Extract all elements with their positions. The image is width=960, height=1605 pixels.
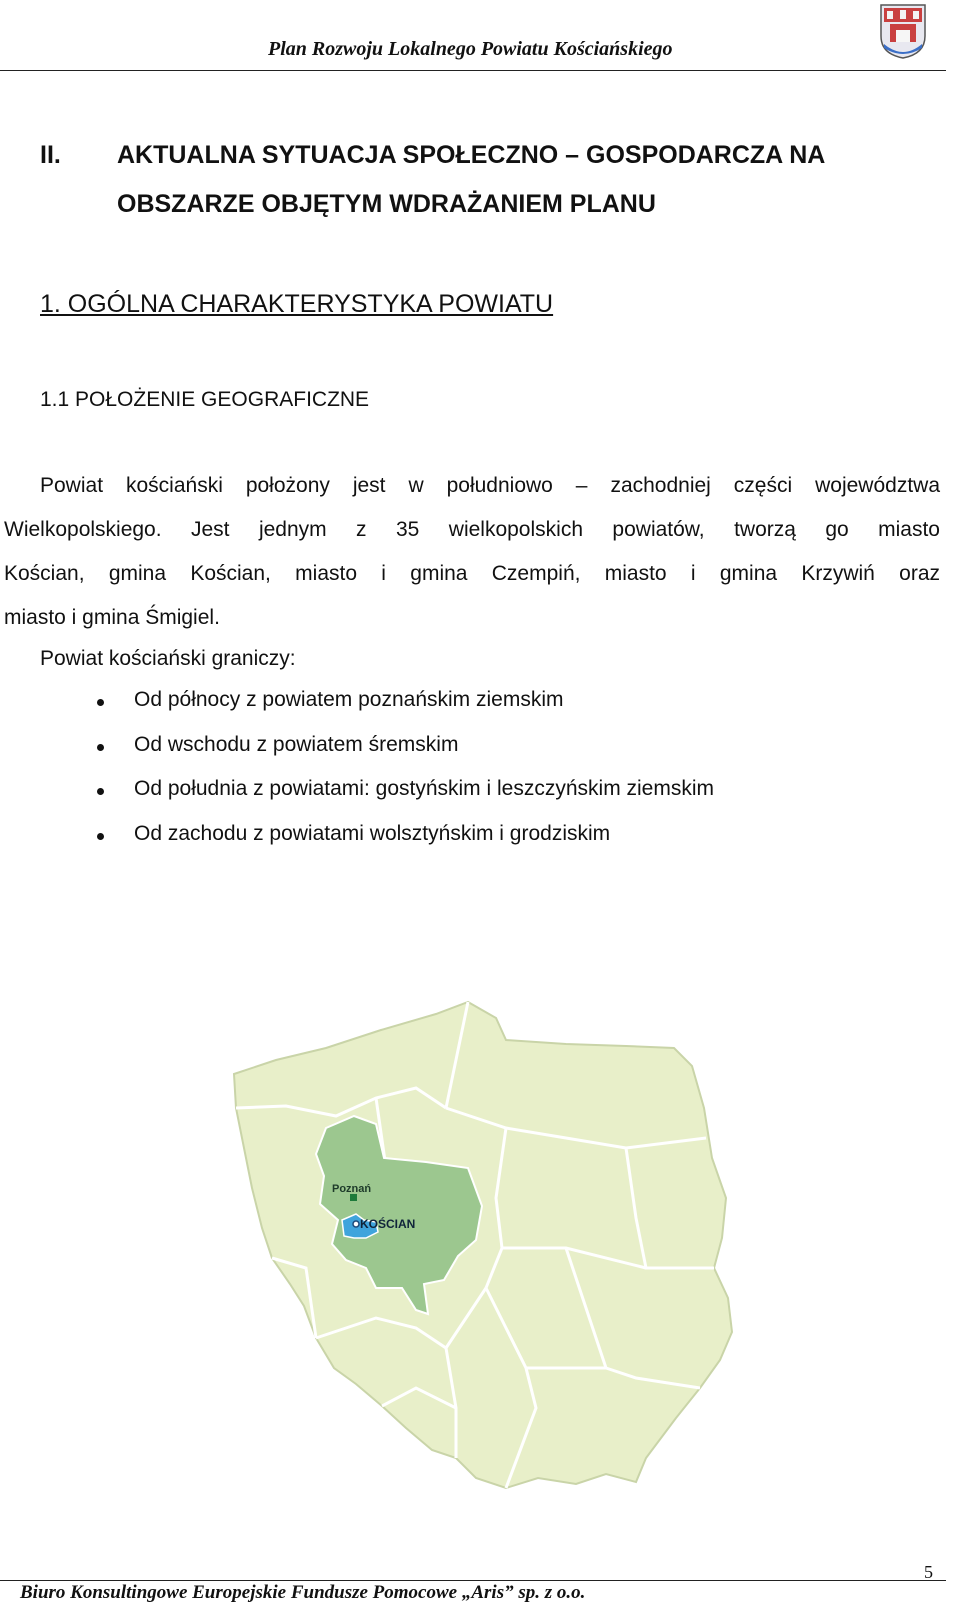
page-number: 5 <box>924 1562 933 1582</box>
koscian-label: KOŚCIAN <box>360 1217 416 1231</box>
list-item-text: Od wschodu z powiatem śremskim <box>134 733 459 756</box>
footer-text: Biuro Konsultingowe Europejskie Fundusze Pomocowe „Aris” sp. z o.o. <box>20 1582 586 1603</box>
section-title-line2: OBSZARZE OBJĘTYM WDRAŻANIEM PLANU <box>117 190 656 218</box>
paragraph-line: Powiat kościański położony jest w południowo – zachodniej części województwa <box>40 474 940 497</box>
paragraph-line: Wielkopolskiego. Jest jednym z 35 wielkopolskich powiatów, tworzą go miasto <box>4 518 940 541</box>
body-paragraph <box>4 464 940 640</box>
paragraph-line: miasto i gmina Śmigiel. <box>4 606 220 629</box>
header-rule <box>0 70 946 71</box>
section-number: II. <box>40 141 61 169</box>
list-item-text: Od południa z powiatami: gostyńskim i leszczyńskim ziemskim <box>134 777 715 800</box>
footer-rule <box>0 1580 946 1581</box>
coat-of-arms-icon <box>878 2 928 60</box>
list-item-text: Od północy z powiatem poznańskim ziemskim <box>134 688 564 711</box>
koscian-marker <box>353 1221 359 1227</box>
bullet-icon <box>97 833 104 840</box>
bullet-icon <box>97 744 104 751</box>
section-title-line1: AKTUALNA SYTUACJA SPOŁECZNO – GOSPODARCZA NA <box>117 141 826 169</box>
subsubsection-title: 1.1 POŁOŻENIE GEOGRAFICZNE <box>40 388 370 411</box>
poznan-marker <box>350 1194 357 1201</box>
paragraph-line: Kościan, gmina Kościan, miasto i gmina Czempiń, miasto i gmina Krzywiń oraz <box>4 562 940 585</box>
borders-intro: Powiat kościański graniczy: <box>40 647 296 670</box>
poland-map <box>206 988 736 1500</box>
bullet-icon <box>97 699 104 706</box>
poland-outline <box>234 1002 732 1488</box>
subsection-title: 1. OGÓLNA CHARAKTERYSTYKA POWIATU <box>40 290 554 318</box>
list-item-text: Od zachodu z powiatami wolsztyńskim i grodziskim <box>134 822 611 845</box>
poznan-label: Poznań <box>332 1183 372 1195</box>
bullet-icon <box>97 788 104 795</box>
header-title-text: Plan Rozwoju Lokalnego Powiatu Kościańskiego <box>268 38 673 60</box>
